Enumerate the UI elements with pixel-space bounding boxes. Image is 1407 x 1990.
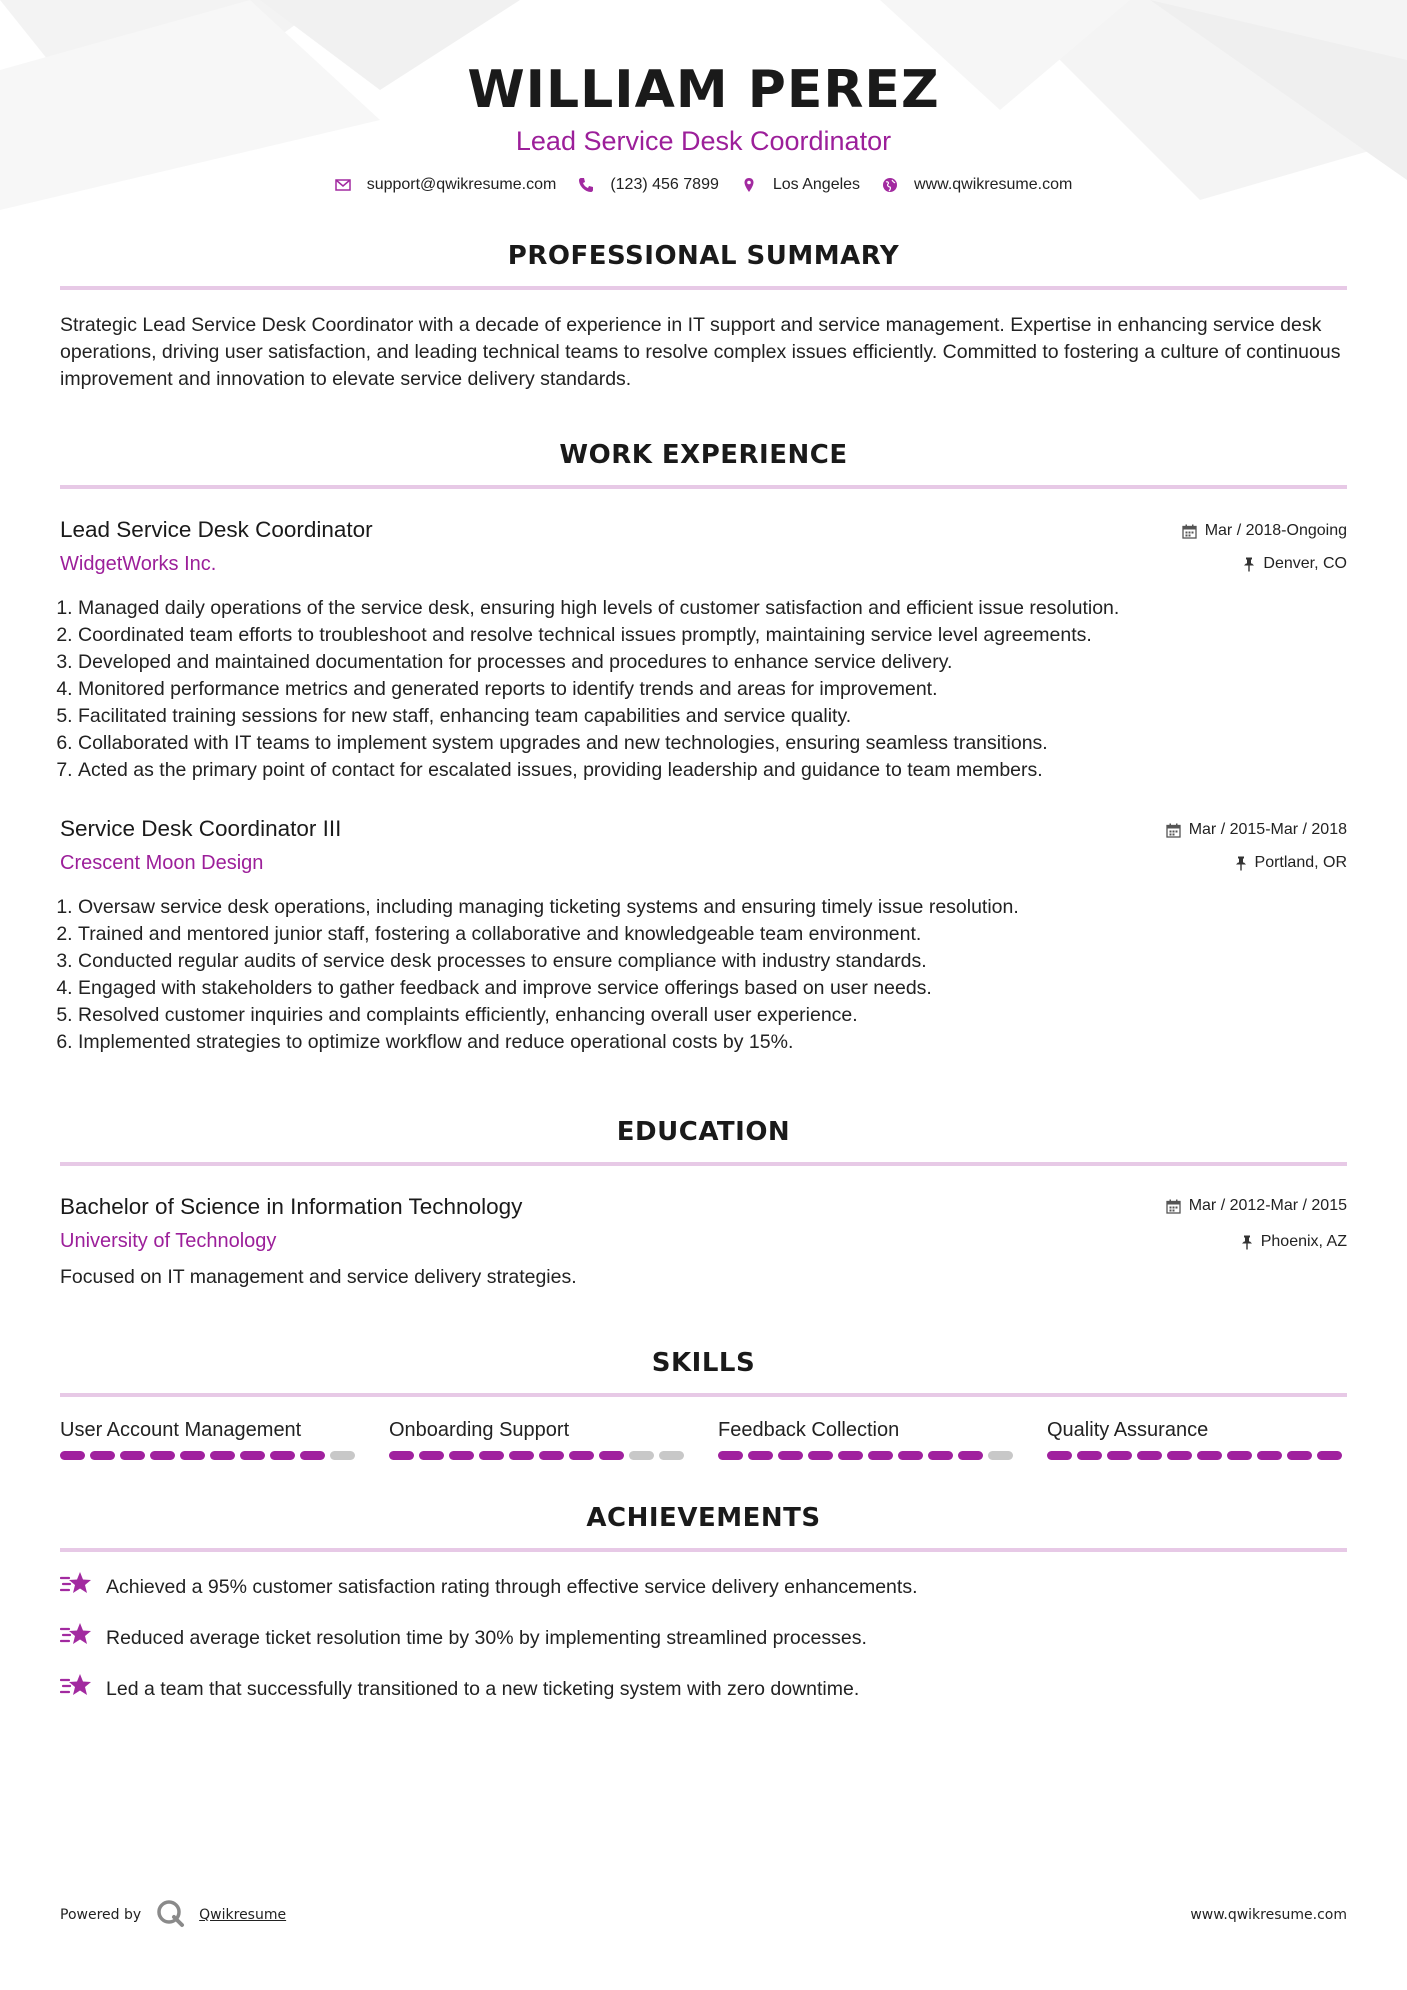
map-pin-icon [741, 177, 757, 193]
skill-segment-filled [150, 1451, 175, 1460]
skill-segment-filled [300, 1451, 325, 1460]
summary-text: Strategic Lead Service Desk Coordinator with a decade of experience in IT support and service management. Expertise in enhancing service desk operations, driving user satisfaction, and leading technical teams to resolve complex issues efficiently. Committed to fostering a culture of continuous improvement and innovation to elevate service delivery standards. [60, 314, 1341, 390]
skills-section [60, 1347, 1347, 1460]
section-title-summary: PROFESSIONAL SUMMARY [507, 241, 900, 271]
skill-item [60, 1417, 360, 1460]
list-item: 2. Coordinated team efforts to troubleshoot and resolve technical issues promptly, maintaining service level agreements. [78, 622, 1347, 649]
skill-segment-filled [1257, 1451, 1282, 1460]
skill-segment-filled [60, 1451, 85, 1460]
skill-segment-filled [1287, 1451, 1312, 1460]
contact-phone[interactable] [578, 176, 719, 194]
skill-segment-filled [1167, 1451, 1192, 1460]
shooting-star-icon [60, 1570, 92, 1604]
skill-segment-filled [868, 1451, 893, 1460]
job-bullets [60, 894, 1347, 1056]
pushpin-icon [1243, 557, 1255, 572]
skill-level-bar [1047, 1451, 1347, 1460]
calendar-icon [1166, 1199, 1181, 1214]
skill-segment-filled [748, 1451, 773, 1460]
skill-segment-filled [120, 1451, 145, 1460]
education-dates: Mar / 2012-Mar / 2015 [1188, 1197, 1347, 1214]
skill-item [389, 1417, 689, 1460]
achievement-text: Achieved a 95% customer satisfaction rating through effective service delivery enhancements. [106, 1575, 918, 1598]
calendar-icon [1166, 823, 1181, 838]
list-item: 6. Collaborated with IT teams to implement system upgrades and new technologies, ensuring seamless transitions. [78, 730, 1347, 757]
skill-level-bar [60, 1451, 360, 1460]
skill-segment-filled [1197, 1451, 1222, 1460]
experience-section [60, 439, 1347, 1056]
skill-segment-filled [958, 1451, 983, 1460]
globe-icon [882, 177, 898, 193]
section-title-achievements: ACHIEVEMENTS [586, 1503, 821, 1533]
job-entry [60, 814, 1347, 1056]
phone-icon [578, 177, 594, 193]
skill-segment-filled [1077, 1451, 1102, 1460]
skill-segment-filled [838, 1451, 863, 1460]
contact-email-text: support@qwikresume.com [366, 176, 557, 193]
list-item: 1. Managed daily operations of the service desk, ensuring high levels of customer satisfaction and efficient issue resolution. [78, 595, 1347, 622]
degree-title: Bachelor of Science in Information Technology [60, 1194, 523, 1219]
list-item: 2. Trained and mentored junior staff, fostering a collaborative and knowledgeable team environment. [78, 921, 1347, 948]
job-dates: Mar / 2018-Ongoing [1204, 522, 1347, 539]
shooting-star-icon [60, 1672, 92, 1706]
company-name: Crescent Moon Design [60, 852, 264, 874]
list-item: 1. Oversaw service desk operations, including managing ticketing systems and ensuring timely issue resolution. [78, 894, 1347, 921]
skill-segment-filled [718, 1451, 743, 1460]
job-location: Portland, OR [1254, 854, 1347, 871]
section-divider [60, 1162, 1347, 1166]
skill-segment-filled [928, 1451, 953, 1460]
qwikresume-logo-icon [155, 1898, 185, 1932]
achievements-section [60, 1502, 1347, 1706]
list-item: 5. Resolved customer inquiries and complaints efficiently, enhancing overall user experience. [78, 1002, 1347, 1029]
skill-segment-filled [569, 1451, 594, 1460]
education-description: Focused on IT management and service delivery strategies. [60, 1266, 577, 1288]
skill-segment-filled [180, 1451, 205, 1460]
skills-list [60, 1417, 1347, 1460]
skill-segment-filled [479, 1451, 504, 1460]
section-divider [60, 286, 1347, 290]
skill-segment-filled [778, 1451, 803, 1460]
skill-segment-filled [270, 1451, 295, 1460]
skill-name: Feedback Collection [718, 1419, 900, 1441]
list-item: 4. Monitored performance metrics and generated reports to identify trends and areas for improvement. [78, 676, 1347, 703]
section-divider [60, 1393, 1347, 1397]
skill-name: User Account Management [60, 1419, 302, 1441]
skill-segment-empty [330, 1451, 355, 1460]
skill-segment-filled [1317, 1451, 1342, 1460]
skill-level-bar [389, 1451, 689, 1460]
section-title-education: EDUCATION [616, 1117, 791, 1147]
skill-item [718, 1417, 1018, 1460]
contact-email[interactable] [335, 176, 557, 194]
job-entry [60, 515, 1347, 784]
skill-segment-filled [389, 1451, 414, 1460]
job-title: Lead Service Desk Coordinator [60, 517, 373, 542]
skill-segment-empty [659, 1451, 684, 1460]
contact-location [741, 176, 860, 194]
section-divider [60, 1548, 1347, 1552]
education-location: Phoenix, AZ [1260, 1233, 1347, 1250]
contact-website[interactable] [882, 176, 1072, 194]
contact-phone-text: (123) 456 7899 [610, 176, 719, 193]
job-location: Denver, CO [1263, 555, 1347, 572]
candidate-name: WILLIAM PEREZ [467, 60, 940, 120]
skill-segment-filled [1047, 1451, 1072, 1460]
list-item: 6. Implemented strategies to optimize workflow and reduce operational costs by 15%. [78, 1029, 1347, 1056]
achievement-text: Led a team that successfully transitioned to a new ticketing system with zero downtime. [106, 1677, 860, 1700]
school-name: University of Technology [60, 1230, 277, 1252]
list-item: 3. Conducted regular audits of service desk processes to ensure compliance with industry standards. [78, 948, 1347, 975]
skill-segment-filled [539, 1451, 564, 1460]
skill-segment-filled [1107, 1451, 1132, 1460]
job-bullets [60, 595, 1347, 784]
skill-segment-filled [898, 1451, 923, 1460]
skill-segment-filled [210, 1451, 235, 1460]
list-item: 5. Facilitated training sessions for new staff, enhancing team capabilities and service quality. [78, 703, 1347, 730]
education-section [60, 1116, 1347, 1291]
company-name: WidgetWorks Inc. [60, 553, 217, 575]
pushpin-icon [1241, 1235, 1253, 1250]
skill-segment-empty [629, 1451, 654, 1460]
section-divider [60, 485, 1347, 489]
footer-website-link[interactable]: www.qwikresume.com [1190, 1907, 1347, 1923]
list-item: 3. Developed and maintained documentation for processes and procedures to enhance service delivery. [78, 649, 1347, 676]
skill-segment-filled [1227, 1451, 1252, 1460]
achievement-text: Reduced average ticket resolution time by 30% by implementing streamlined processes. [106, 1626, 867, 1649]
achievements-list [60, 1570, 1347, 1706]
skill-name: Quality Assurance [1047, 1419, 1209, 1441]
achievement-item [60, 1621, 1347, 1655]
skill-segment-empty [988, 1451, 1013, 1460]
skill-segment-filled [449, 1451, 474, 1460]
education-entry [60, 1192, 1347, 1291]
job-dates: Mar / 2015-Mar / 2018 [1188, 821, 1347, 838]
skill-segment-filled [599, 1451, 624, 1460]
list-item: 4. Engaged with stakeholders to gather feedback and improve service offerings based on user needs. [78, 975, 1347, 1002]
section-title-experience: WORK EXPERIENCE [559, 440, 848, 470]
skill-segment-filled [240, 1451, 265, 1460]
footer [60, 1898, 1347, 1932]
envelope-icon [335, 177, 351, 193]
skill-segment-filled [509, 1451, 534, 1460]
contact-bar [60, 176, 1347, 194]
achievement-item [60, 1570, 1347, 1604]
pushpin-icon [1235, 856, 1247, 871]
section-title-skills: SKILLS [651, 1348, 756, 1378]
skill-item [1047, 1417, 1347, 1460]
summary-section [60, 240, 1347, 393]
job-title: Service Desk Coordinator III [60, 816, 342, 841]
skill-level-bar [718, 1451, 1018, 1460]
shooting-star-icon [60, 1621, 92, 1655]
skill-name: Onboarding Support [389, 1419, 570, 1441]
contact-location-text: Los Angeles [772, 176, 861, 193]
skill-segment-filled [1137, 1451, 1162, 1460]
skill-segment-filled [90, 1451, 115, 1460]
skill-segment-filled [808, 1451, 833, 1460]
brand-link[interactable]: Qwikresume [199, 1907, 287, 1923]
skill-segment-filled [419, 1451, 444, 1460]
achievement-item [60, 1672, 1347, 1706]
powered-by-label: Powered by [60, 1907, 142, 1923]
candidate-role: Lead Service Desk Coordinator [515, 126, 892, 156]
contact-website-text: www.qwikresume.com [914, 176, 1073, 193]
calendar-icon [1182, 524, 1197, 539]
list-item: 7. Acted as the primary point of contact for escalated issues, providing leadership and guidance to team members. [78, 757, 1347, 784]
